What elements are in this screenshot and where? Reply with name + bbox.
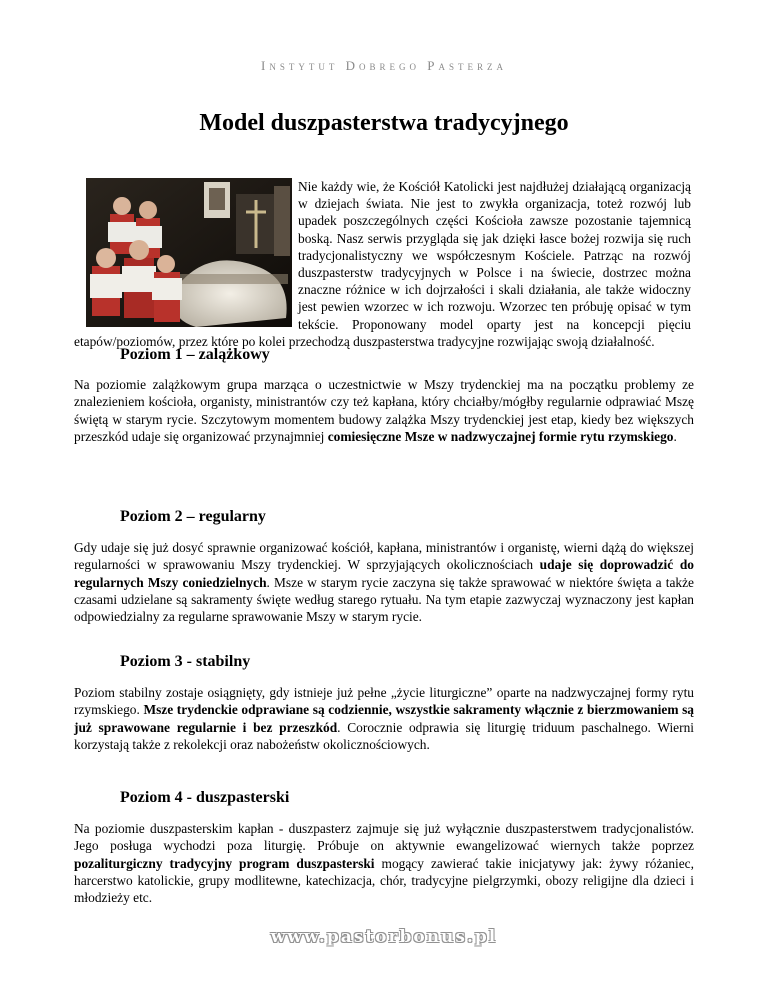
section-2-text-end: . Msze w starym rycie zaczyna się także sprawować w niektóre święta a także czasami udzielane są sakramenty święte według starego rytuału. Na tym etapie zazwyczaj wyznaczony jest kapłan odpowiedzialny za regularne sprawowanie Mszy w starym rycie. (74, 574, 694, 625)
photo-spacer (74, 178, 298, 332)
section-1-text-end: . (673, 428, 677, 444)
section-3-heading: Poziom 3 - stabilny (120, 653, 251, 670)
section-4-heading: Poziom 4 - duszpasterski (120, 789, 290, 806)
section-3-emphasis: Msze trydenckie odprawiane są codziennie, wszystkie sakramenty włącznie z bierzmowaniem są już sprawowane regularnie i bez przeszkód (74, 702, 694, 735)
section-2-paragraph (74, 539, 694, 625)
intro-text: Nie każdy wie, że Kościół Katolicki jest najdłużej działającą organizacją w dziejach świata. Nie jest to zwykła organizacja, toteż rozwój lub upadek poszczególnych części Kościoła zawsze pozostanie tajemnicą boską. Nasz serwis przygląda się jak dzięki łasce bożej rozwija się ruch tradycjonalistyczny we współczesnym Kościele. Patrząc na rozwój duszpasterstw tradycyjnych w Polsce i na świecie, dostrzec można znaczne różnice w ich dojrzałości i skali działania, ale także widoczny jest pewien wzorzec w ich rozwoju. Wzorzec ten próbuję opisać w tym tekście. Proponowany model oparty jest na koncepcji pięciu etapów/poziomów, przez które po kolei przechodzą duszpasterstwa tradycyjne rozwijając swoją działalność. (74, 179, 691, 349)
intro-paragraph (74, 178, 691, 350)
section-2-emphasis: udaje się doprowadzić do regularnych Mszy coniedzielnych (74, 557, 694, 590)
section-3-text: Poziom stabilny zostaje osiągnięty, gdy istnieje już pełne „życie liturgiczne” oparte na nadzwyczajnej formy rytu rzymskiego. (74, 685, 694, 718)
section-2-text: Gdy udaje się już dosyć sprawnie organizować kościół, kapłana, ministrantów i organistę, wierni dążą do większej regularności w sprawowaniu Mszy trydenckiej. W sprzyjających okolicznościach (74, 540, 694, 573)
section-3-paragraph (74, 684, 694, 753)
section-4-paragraph (74, 820, 694, 906)
section-4-text-end: mogący zawierać takie inicjatywy jak: żywy różaniec, harcerstwo katolickie, grupy modlitewne, katechizacja, chór, tradycyjne pielgrzymki, obozy religijne dla dzieci i młodzieży etc. (74, 855, 694, 906)
section-2-heading: Poziom 2 – regularny (120, 508, 266, 525)
section-1-emphasis: comiesięczne Msze w nadzwyczajnej formie rytu rzymskiego (327, 428, 674, 444)
section-1-text: Na poziomie zalążkowym grupa marząca o uczestnictwie w Mszy trydenckiej ma na początku problemy ze znalezieniem kościoła, organisty, ministrantów czy też kapłana, który chciałby/mógłby regularnie odprawiać Mszę świętą w starym rycie. Szczytowym momentem budowy zalążka Mszy trydenckiej jest etap, kiedy bez większych przeszkód udaje się organizować przynajmniej (74, 377, 694, 444)
section-1-heading: Poziom 1 – zalążkowy (120, 346, 270, 363)
page-title: Model duszpasterstwa tradycyjnego (199, 110, 569, 136)
section-4-text: Na poziomie duszpasterskim kapłan - duszpasterz zajmuje się już wyłącznie duszpasterstwem tradycjonalistów. Jego posługa wychodzi poza liturgię. Próbuje on aktywnie ewangelizować wiernych także poprzez (74, 821, 694, 854)
section-1-paragraph (74, 376, 694, 445)
section-3-text-end: . Corocznie odprawia się liturgię triduum paschalnego. Wierni korzystają także z rekolekcji oraz nabożeństw okolicznościowych. (74, 719, 694, 752)
section-4-emphasis: pozaliturgiczny tradycyjny program duszpasterski (74, 855, 375, 871)
website-link[interactable]: www.pastorbonus.pl (270, 927, 498, 947)
institute-header: Instytut Dobrego Pasterza (261, 58, 507, 73)
